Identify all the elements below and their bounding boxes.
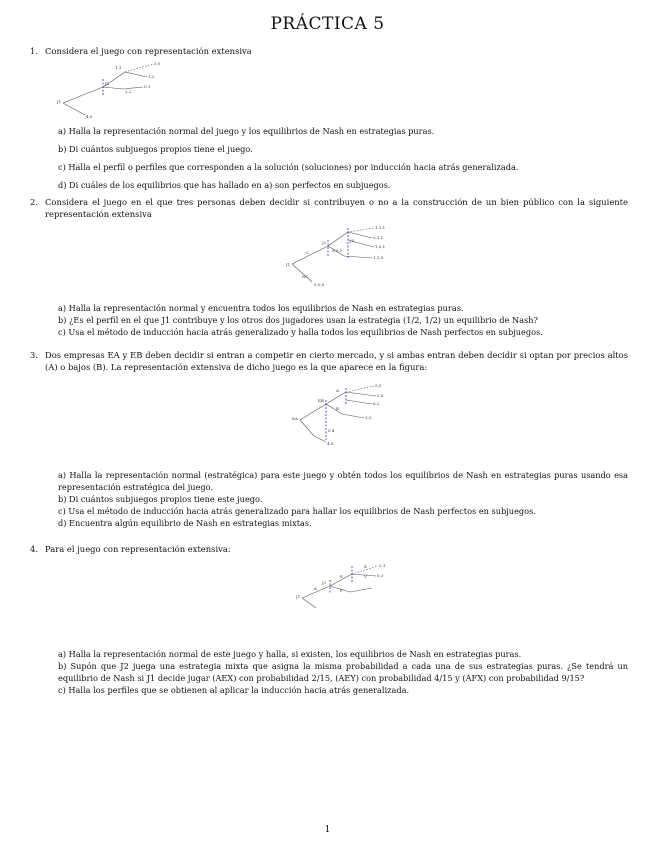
question-text: Considera el juego con representación extensiva <box>45 46 252 56</box>
branch-line <box>300 420 314 436</box>
node-label: J1 <box>296 594 301 599</box>
payoff-label: 2,1 <box>379 563 386 568</box>
page-title: PRÁCTICA 5 <box>270 14 385 34</box>
action-label: NC <box>302 274 309 279</box>
payoff-label: 3,3 <box>365 415 372 420</box>
game-tree-4 <box>296 560 392 614</box>
node-label: J1 <box>57 99 62 104</box>
list-item: a) Halla la representación normal de este juego y halla, si existen, los equilibrios de Nash en estrategias puras. <box>58 649 522 659</box>
question-number: 2. <box>30 197 38 207</box>
list-item: d) Di cuáles de los equilibrios que has hallado en a) son perfectos en subjuegos. <box>58 180 391 190</box>
node-label: EB <box>318 398 324 403</box>
branch-line <box>346 400 372 404</box>
branch-line <box>302 598 316 608</box>
branch-line <box>342 414 364 418</box>
payoff-label: 0,0,0 <box>314 282 325 287</box>
action-label: A <box>336 388 339 393</box>
branch-line <box>292 264 312 282</box>
branch-line <box>103 87 123 89</box>
list-item: d) Encuentra algún equilibrio de Nash en estrategias mixtas. <box>58 518 312 528</box>
action-label: E <box>340 574 343 579</box>
node-label: EA <box>292 416 298 421</box>
payoff-label: 2,2 <box>125 89 132 94</box>
branch-line <box>63 103 85 115</box>
question-4-items <box>58 648 628 696</box>
payoff-label: 0,0,1 <box>332 248 343 253</box>
game-tree-2 <box>286 222 396 290</box>
list-item: b) ¿Es el perfil en el que J1 contribuye y los otros dos jugadores usan la estrategia (1/2, 1/2) un equilibrio de Nash? <box>58 315 538 325</box>
action-label: C <box>306 250 310 255</box>
branch-line <box>125 72 147 77</box>
payoff-label: 1,1,0 <box>373 255 384 260</box>
payoff-label: 4,0 <box>327 441 334 446</box>
payoff-label: 0,4 <box>328 428 335 433</box>
question-4 <box>30 543 628 555</box>
payoff-label: 1,1 <box>115 65 122 70</box>
question-1 <box>30 45 628 57</box>
list-item: a) Halla la representación normal (estratégica) para este juego y obtén todos los equilibrios de Nash en estrategias puras usando esa representación estratégica del juego. <box>58 470 628 492</box>
payoff-label: 3,0 <box>154 61 161 66</box>
branch-line <box>350 588 372 592</box>
list-item: c) Halla el perfil o perfiles que corresponden a la solución (soluciones) por inducción hacia atrás generalizada. <box>58 162 519 172</box>
question-2 <box>30 196 628 220</box>
payoff-label: 0,1 <box>144 84 151 89</box>
page-number: 1 <box>324 825 331 835</box>
action-label: Y <box>364 574 367 579</box>
branch-line <box>346 392 376 396</box>
question-2-items <box>58 302 628 338</box>
node-label: J3 <box>350 238 355 243</box>
payoff-label: 4,0 <box>86 114 93 119</box>
branch-line <box>326 404 342 414</box>
question-number: 3. <box>30 350 38 360</box>
game-tree-3 <box>292 380 392 450</box>
action-label: F <box>340 588 343 593</box>
payoff-label: 1,2 <box>148 74 155 79</box>
question-text: Para el juego con representación extensiva: <box>45 544 231 554</box>
payoff-label: 0,1,1 <box>373 235 384 240</box>
action-label: B <box>336 406 339 411</box>
list-item: c) Usa el método de inducción hacia atrás generalizado para hallar los equilibrios de Nash perfectos en subjuegos. <box>58 506 536 516</box>
list-item: b) Di cuántos subjuegos propios tiene este juego. <box>58 494 263 504</box>
branch-line <box>125 64 153 72</box>
payoff-label: 1,1,1 <box>375 225 386 230</box>
question-3 <box>30 349 628 373</box>
branch-line <box>292 246 328 264</box>
branch-line <box>328 232 348 246</box>
list-item: a) Halla la representación normal y encuentra todos los equilibrios de Nash en estrategias puras. <box>58 303 464 313</box>
question-text: Considera el juego en el que tres personas deben decidir si contribuyen o no a la construcción de un bien público con la siguiente representación extensiva <box>45 197 628 219</box>
question-number: 1. <box>30 46 38 56</box>
payoff-label: 5,5 <box>375 383 382 388</box>
payoff-label: 1,0,1 <box>375 244 386 249</box>
action-label: A <box>314 586 317 591</box>
node-label: J2 <box>105 81 110 86</box>
question-1-items <box>58 125 628 191</box>
branch-line <box>346 386 374 392</box>
question-text: Dos empresas EA y EB deben decidir si entran a competir en cierto mercado, y si ambas entran deben decidir si optan por precios altos (A) o bajos (B). La representación extensiva de dicho juego es la que aparece en la figura: <box>45 350 628 372</box>
question-number: 4. <box>30 544 38 554</box>
question-3-items <box>58 469 628 529</box>
list-item: c) Usa el método de inducción hacia atrás generalizado y halla todos los equilibrios de Nash perfectos en subjuegos. <box>58 327 543 337</box>
branch-line <box>348 228 374 232</box>
payoff-label: 2,6 <box>377 393 384 398</box>
branch-line <box>300 404 326 420</box>
payoff-label: 6,2 <box>373 401 380 406</box>
branch-line <box>63 87 103 103</box>
list-item: a) Halla la representación normal del juego y los equilibrios de Nash en estrategias puras. <box>58 126 435 136</box>
action-label: X <box>364 564 367 569</box>
node-label: J2 <box>322 580 327 585</box>
list-item: c) Halla los perfiles que se obtienen al aplicar la inducción hacia atrás generalizada. <box>58 685 410 695</box>
list-item: b) Supón que J2 juega una estrategia mixta que asigna la misma probabilidad a cada una de sus estrategias puras. ¿Se tendrá un equilibrio de Nash si J1 decide jugar (AEX) con probabilidad 2/15, (AEY) con probabilidad 4/15 y (AFX) con probabilidad 9/15? <box>58 661 628 683</box>
branch-line <box>326 392 346 404</box>
list-item: b) Di cuántos subjuegos propios tiene el juego. <box>58 144 253 154</box>
node-label: J1 <box>286 262 291 267</box>
node-label: J2 <box>322 240 327 245</box>
branch-line <box>314 436 326 442</box>
game-tree-1 <box>55 57 165 119</box>
payoff-label: 0,3 <box>377 573 384 578</box>
